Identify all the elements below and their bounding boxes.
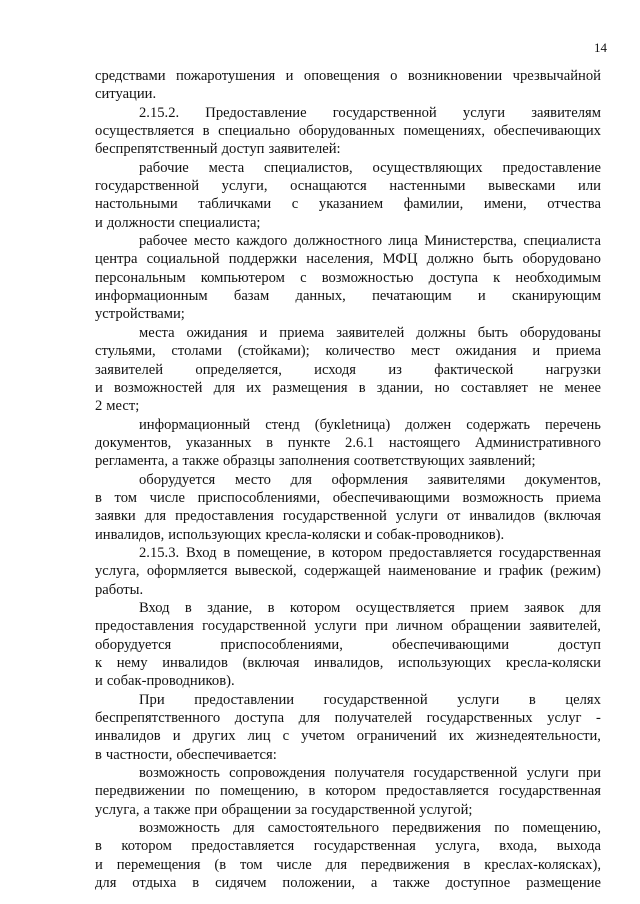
text-line: к нему инвалидов (включая инвалидов, использующих кресла-коляски: [95, 655, 601, 671]
text-line: информационный стенд (букletница) должен содержать перечень: [139, 416, 601, 433]
text-line: услуга, а также при обращении за государственной услугой;: [95, 801, 473, 818]
text-line: беспрепятственный доступ заявителей:: [95, 141, 341, 158]
text-line: возможность сопровождения получателя государственной услуги при: [139, 765, 601, 782]
text-line: персональным компьютером с возможностью доступа к необходимым: [95, 269, 601, 286]
text-line: 2.15.3. Вход в помещение, в котором предоставляется государственная: [139, 544, 601, 561]
text-line: документов, указанных в пункте 2.6.1 настоящего Административного: [95, 434, 601, 451]
text-line: услуга, оформляется вывеской, содержащей наименование и график (режим): [95, 563, 601, 580]
text-line: заявителей определяется, исходя из фактической нагрузки: [95, 361, 601, 378]
text-line: заявки для предоставления государственной услуги от инвалидов (включая: [95, 508, 601, 525]
text-line: и собак-проводников).: [95, 673, 235, 690]
text-line: государственной услуги, оснащаются настенными вывесками или: [95, 178, 601, 195]
page-number: 14: [594, 40, 607, 55]
text-line: центра социальной поддержки населения, МФЦ должно быть оборудовано: [95, 251, 601, 268]
text-line: ситуации.: [95, 86, 157, 103]
text-line: оборудуется место для оформления заявителями документов,: [139, 471, 601, 488]
text-line: возможность для самостоятельного передвижения по помещению,: [139, 820, 601, 837]
text-line: инвалидов, использующих кресла-коляски и собак-проводников).: [95, 526, 505, 543]
text-line: работы.: [95, 581, 144, 598]
text-line: оборудуется приспособлениями, обеспечивающими доступ: [95, 636, 601, 653]
text-line: 2.15.2. Предоставление государственной услуги заявителям: [139, 104, 601, 121]
text-line: и перемещения (в том числе для передвижения в креслах-колясках),: [95, 856, 601, 873]
text-line: средствами пожаротушения и оповещения о возникновении чрезвычайной: [95, 68, 601, 84]
text-line: устройствами;: [95, 306, 185, 323]
text-line: осуществляется в специально оборудованных помещениях, обеспечивающих: [95, 123, 601, 140]
text-line: инвалидов и других лиц с учетом ограничений их жизнедеятельности,: [95, 728, 601, 745]
text-line: беспрепятственного доступа для получателей государственных услуг -: [95, 710, 601, 727]
document-body: [95, 67, 601, 892]
text-line: в том числе приспособлениями, обеспечивающими возможность приема: [95, 489, 601, 506]
text-line: и должности специалиста;: [95, 214, 261, 231]
text-line: предоставления государственной услуги при личном обращении заявителей,: [95, 618, 601, 635]
text-line: места ожидания и приема заявителей должны быть оборудованы: [139, 324, 601, 341]
text-line: передвижении по помещению, в котором предоставляется государственная: [95, 783, 601, 800]
text-line: в частности, обеспечивается:: [95, 746, 277, 763]
text-line: и возможностей для их размещения в здании, но составляет не менее: [95, 379, 601, 396]
text-line: При предоставлении государственной услуги в целях: [139, 691, 601, 708]
text-line: в котором предоставляется государственная услуга, входа, выхода: [95, 838, 601, 855]
text-line: Вход в здание, в котором осуществляется прием заявок для: [139, 599, 601, 616]
text-line: рабочее место каждого должностного лица Министерства, специалиста: [139, 233, 601, 250]
text-line: для отдыха в сидячем положении, а также доступное размещение: [95, 875, 601, 892]
text-line: 2 мест;: [95, 398, 140, 415]
text-line: настольными табличками с указанием фамилии, имени, отчества: [95, 196, 601, 213]
text-line: стульями, столами (стойками); количество мест ожидания и приема: [95, 343, 601, 360]
text-line: информационным базам данных, печатающим и сканирующим: [95, 288, 601, 305]
text-line: регламента, а также образцы заполнения соответствующих заявлений;: [95, 453, 536, 470]
text-line: рабочие места специалистов, осуществляющих предоставление: [139, 159, 601, 176]
